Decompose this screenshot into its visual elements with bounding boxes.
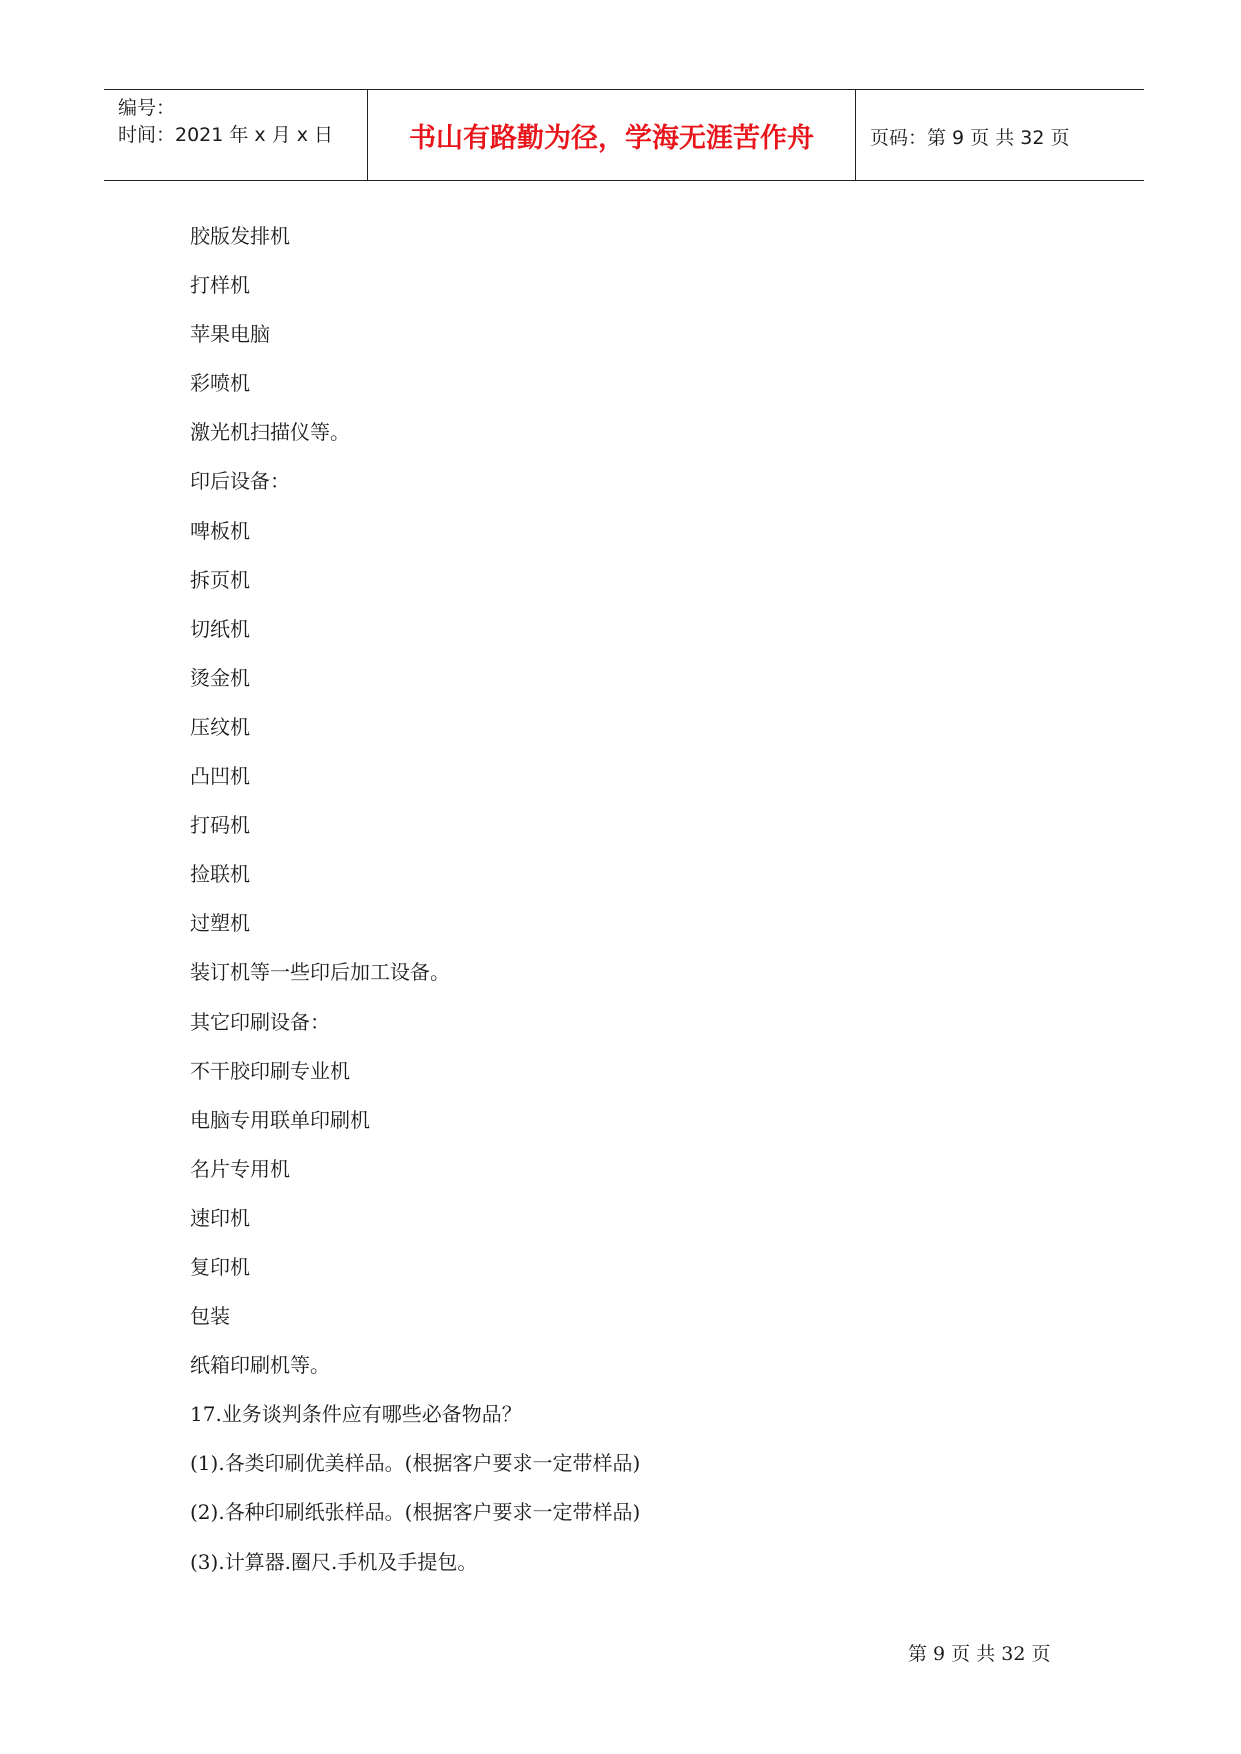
list-item: 纸箱印刷机等。 [190, 1353, 330, 1378]
list-item: 电脑专用联单印刷机 [190, 1107, 370, 1132]
list-item: 彩喷机 [190, 371, 250, 396]
list-item: 不干胶印刷专业机 [190, 1058, 350, 1083]
document-time-label: 时间：2021 年 x 月 x 日 [118, 124, 334, 146]
section-heading: 印后设备： [190, 469, 290, 494]
header-middle-cell [368, 90, 856, 180]
page-footer: 第 9 页 共 32 页 [908, 1643, 1051, 1665]
list-item: 速印机 [190, 1205, 250, 1230]
document-body [190, 220, 640, 1595]
header-right-cell [856, 90, 1144, 180]
list-item: 凸凹机 [190, 764, 250, 789]
document-number-label: 编号： [118, 97, 176, 119]
list-item: 装订机等一些印后加工设备。 [190, 960, 450, 985]
list-item: 复印机 [190, 1254, 250, 1279]
header-page-code: 页码：第 9 页 共 32 页 [870, 127, 1070, 149]
list-item: (1).各类印刷优美样品。(根据客户要求一定带样品) [190, 1451, 641, 1476]
list-item: 包装 [190, 1304, 230, 1329]
list-item: (3).计算器.圈尺.手机及手提包。 [190, 1549, 478, 1574]
list-item: 压纹机 [190, 714, 250, 739]
list-item: 切纸机 [190, 616, 250, 641]
list-item: 激光机扫描仪等。 [190, 420, 350, 445]
list-item: 拆页机 [190, 567, 250, 592]
list-item: 啤板机 [190, 518, 250, 543]
list-item: 打样机 [190, 273, 250, 298]
question-heading: 17.业务谈判条件应有哪些必备物品？ [190, 1402, 522, 1427]
list-item: 名片专用机 [190, 1156, 290, 1181]
list-item: 捡联机 [190, 862, 250, 887]
list-item: 过塑机 [190, 911, 250, 936]
header-left-cell [104, 90, 368, 180]
header-motto: 书山有路勤为径，学海无涯苦作舟 [409, 123, 814, 154]
section-heading: 其它印刷设备： [190, 1009, 330, 1034]
list-item: 胶版发排机 [190, 224, 290, 248]
list-item: 烫金机 [190, 665, 250, 690]
page-header [104, 89, 1144, 181]
list-item: (2).各种印刷纸张样品。(根据客户要求一定带样品) [190, 1500, 641, 1525]
list-item: 打码机 [190, 813, 250, 838]
list-item: 苹果电脑 [190, 322, 270, 347]
